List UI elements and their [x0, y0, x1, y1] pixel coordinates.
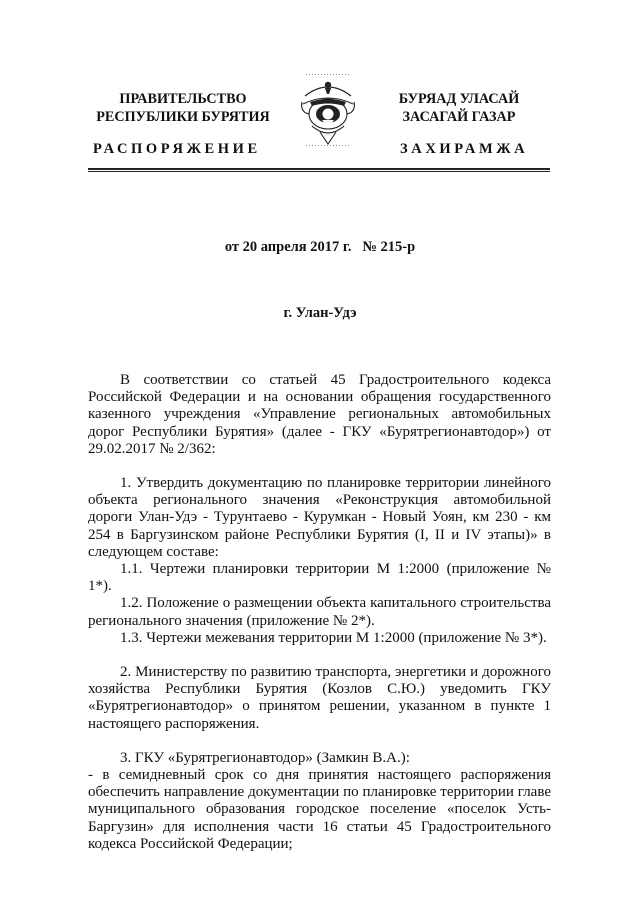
item-1-1-paragraph: 1.1. Чертежи планировки территории М 1:2000 (приложение № 1*). — [88, 561, 551, 595]
document-type-buryat: ЗАХИРАМЖА — [400, 141, 529, 157]
header-divider — [88, 168, 550, 170]
coat-of-arms-icon — [298, 74, 358, 146]
government-name-buryat — [370, 90, 548, 126]
item-1-2-paragraph: 1.2. Положение о размещении объекта капитального строительства регионального значения (приложение № 2*). — [88, 595, 551, 629]
document-type-russian: РАСПОРЯЖЕНИЕ — [93, 141, 261, 157]
document-city: г. Улан-Удэ — [283, 305, 357, 321]
item-3-paragraph: 3. ГКУ «Бурятрегионавтодор» (Замкин В.А.): — [120, 749, 410, 766]
preamble-paragraph: В соответствии со статьей 45 Градостроительного кодекса Российской Федерации и на основании обращения государственного казенного учреждения «Управление региональных автомобильных дорог Республики Бурятия» (далее - ГКУ «Бурятрегионавтодор») от 29.02.2017 № 2/362: — [88, 372, 551, 457]
header-divider-thin — [88, 171, 550, 172]
item-1-3-paragraph: 1.3. Чертежи межевания территории М 1:2000 (приложение № 3*). — [120, 629, 547, 646]
government-name-russian — [88, 90, 278, 126]
government-line-2: РЕСПУБЛИКИ БУРЯТИЯ — [96, 109, 270, 125]
government-line-2-buryat: ЗАСАГАЙ ГАЗАР — [402, 109, 516, 125]
government-line-1-buryat: БУРЯАД УЛАСАЙ — [398, 91, 520, 107]
document-date-number — [0, 239, 640, 256]
document-date: от 20 апреля 2017 г. — [224, 239, 352, 255]
document-body — [88, 372, 551, 853]
item-1-paragraph: 1. Утвердить документацию по планировке территории линейного объекта регионального значения «Реконструкция автомобильной дороги Улан-Удэ - Турунтаево - Курумкан - Новый Уоян, км 230 - км 254 в Баргузинском районе Республики Бурятия (I, II и IV этапы)» в следующем составе: — [88, 475, 551, 560]
document-number: № 215-р — [362, 239, 416, 255]
item-3-1-paragraph: - в семидневный срок со дня принятия настоящего распоряжения обеспечить направление документации по планировке территории главе муниципального образования городское поселение «поселок Усть-Баргузин» для исполнения части 16 статьи 45 Градостроительного кодекса Российской Федерации; — [88, 767, 551, 852]
government-line-1: ПРАВИТЕЛЬСТВО — [119, 91, 247, 107]
item-2-paragraph: 2. Министерству по развитию транспорта, энергетики и дорожного хозяйства Республики Бурятия (Козлов С.Ю.) уведомить ГКУ «Бурятрегионавтодор» о принятом решении, указанном в пункте 1 настоящего распоряжения. — [88, 664, 551, 732]
